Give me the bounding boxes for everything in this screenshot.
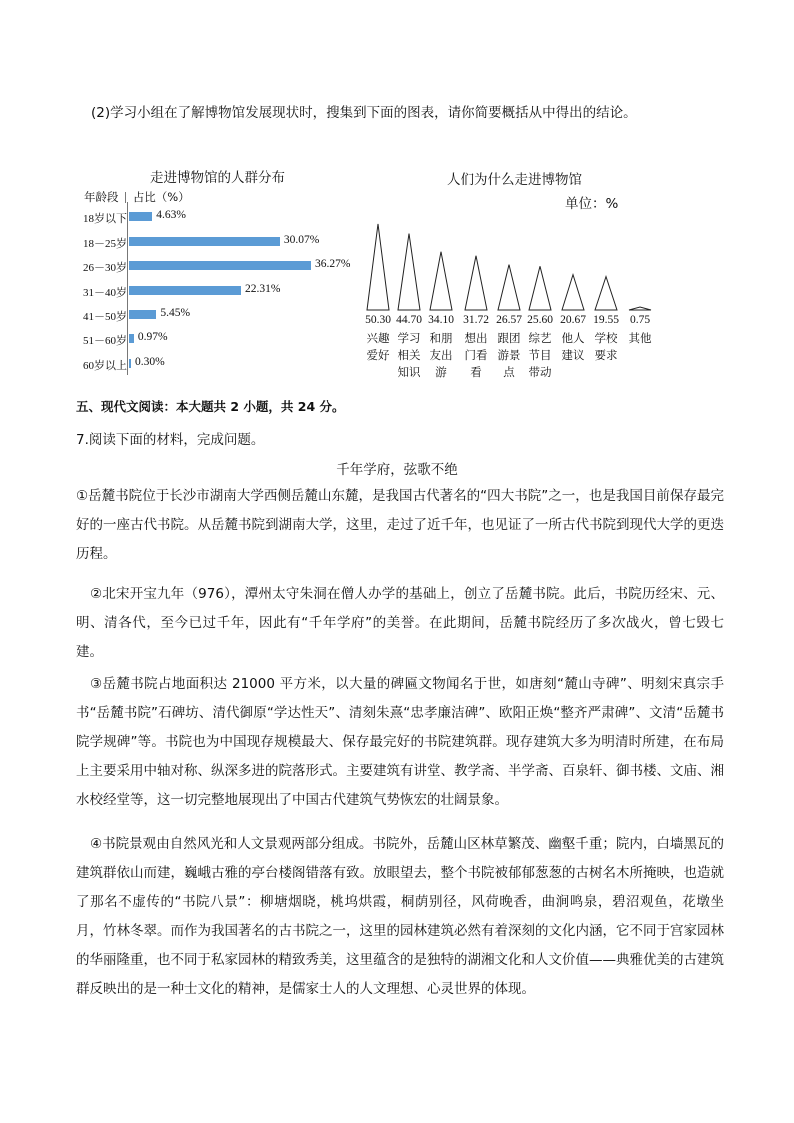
header-divider: [125, 192, 126, 203]
reason-cone: [529, 266, 551, 310]
question-intro: (2)学习小组在了解博物馆发展现状时，搜集到下面的图表，请你简要概括从中得出的结论。: [91, 105, 637, 121]
reason-value-label: 19.55: [593, 314, 619, 326]
paragraph-2: ②北宋开宝九年（976），潭州太守朱洞在僧人办学的基础上，创立了岳麓书院。此后，书院历经宋、元、明、清各代，至今已过千年，因此有“千年学府”的美誉。在此期间，岳麓书院经历了多次战火，曾七毁七建。: [76, 586, 724, 660]
reason-cone: [430, 252, 452, 310]
reason-value-label: 44.70: [396, 314, 422, 326]
age-bar-value-label: 5.45%: [160, 307, 191, 319]
reason-value-label: 34.10: [428, 314, 454, 326]
reason-category-label: 综艺 节目 带动: [528, 331, 552, 379]
reason-category-label: 学校 要求: [594, 331, 618, 362]
reason-cone: [595, 277, 617, 310]
age-bar-value-label: 0.30%: [135, 356, 165, 368]
paragraph-3: ③岳麓书院占地面积达 21000 平方米，以大量的碑匾文物闻名于世，如唐刻“麓山寺碑”、明刻宋真宗手书“岳麓书院”石碑坊、清代御原“学达性天”、清刻朱熹“忠孝廉洁碑”、欧阳正焕“整齐严肃碑”、文清“岳麓书院学规碑”等。书院也为中国现存规模最大、保存最完好的书院建筑群。现存建筑大多为明清时所建，在布局上主要采用中轴对称、纵深多进的院落形式。主要建筑有讲堂、教学斋、半学斋、百泉轩、御书楼、文庙、湘水校经堂等，这一切完整地展现出了中国古代建筑气势恢宏的壮阔景象。: [76, 676, 724, 808]
reason-cone: [498, 265, 520, 310]
age-category-label: 18岁以下: [83, 213, 127, 225]
reason-chart-unit: 单位：%: [565, 196, 619, 212]
reason-cone: [398, 234, 420, 310]
reason-category-label: 兴趣 爱好: [366, 331, 390, 362]
age-bar-value-label: 36.27%: [315, 258, 351, 270]
age-chart-header-value: 占比（%）: [132, 190, 190, 204]
reason-value-label: 50.30: [365, 314, 391, 326]
age-bar: [129, 310, 156, 319]
age-bar: [129, 237, 280, 246]
age-chart-header-category: 年龄段: [84, 190, 119, 204]
reason-category-label: 学习 相关 知识: [397, 331, 421, 379]
reason-chart-plot: [360, 215, 660, 315]
age-category-label: 60岁以上: [83, 360, 127, 372]
age-bar: [129, 212, 152, 221]
age-bar: [129, 286, 241, 295]
age-category-label: 31－40岁: [83, 287, 127, 299]
paragraph-1: ①岳麓书院位于长沙市湖南大学西侧岳麓山东麓，是我国古代著名的“四大书院”之一，也是我国目前保存最完好的一座古代书院。从岳麓书院到湖南大学，这里，走过了近千年，也见证了一所古代书院到现代大学的更迭历程。: [76, 488, 724, 562]
age-chart-title: 走进博物馆的人群分布: [150, 170, 285, 186]
reason-cone: [465, 256, 487, 310]
age-chart-axis: [127, 202, 128, 375]
reason-chart-title: 人们为什么走进博物馆: [447, 172, 582, 188]
age-bar-value-label: 0.97%: [137, 331, 168, 343]
age-category-label: 51－60岁: [83, 335, 127, 347]
age-category-label: 41－50岁: [83, 311, 127, 323]
age-bar: [129, 261, 311, 270]
age-category-label: 18－25岁: [83, 238, 127, 250]
question-7: 7.阅读下面的材料，完成问题。: [76, 432, 265, 448]
reason-category-label: 其他: [628, 331, 652, 345]
reason-value-label: 26.57: [496, 314, 522, 326]
paragraph-4: ④书院景观由自然风光和人文景观两部分组成。书院外，岳麓山区林草繁茂、幽壑千重；院内，白墙黑瓦的建筑群依山而建，巍峨古雅的亭台楼阁错落有致。放眼望去，整个书院被郁郁葱葱的古树名木所掩映，也造就了那名不虚传的“书院八景”：柳塘烟晓，桃坞烘霞，桐荫别径，风荷晚香，曲涧鸣泉，碧沼观鱼，花墩坐月，竹林冬翠。而作为我国著名的古书院之一，这里的园林建筑必然有着深刻的文化内涵，它不同于宫家园林的华丽隆重，也不同于私家园林的精致秀美，这里蕴含的是独特的湖湘文化和人文价值——典雅优美的古建筑群反映出的是一种士文化的精神，是儒家士人的人文理想、心灵世界的体现。: [76, 836, 724, 997]
reason-category-label: 跟团 游景 点: [497, 331, 521, 379]
age-bar-value-label: 30.07%: [283, 234, 320, 246]
age-bar-value-label: 22.31%: [244, 283, 281, 295]
reason-category-label: 和朋 友出 游: [429, 331, 453, 379]
reason-value-label: 20.67: [560, 314, 586, 326]
reason-cone: [562, 275, 584, 310]
age-bar-value-label: 4.63%: [156, 209, 186, 221]
age-category-label: 26－30岁: [83, 262, 127, 274]
reason-cone: [367, 224, 389, 310]
reason-value-label: 31.72: [463, 314, 489, 326]
reason-value-label: 0.75: [629, 314, 651, 326]
article-title: 千年学府，弦歌不绝: [336, 462, 458, 478]
age-bar: [129, 334, 134, 343]
reason-cone: [629, 307, 651, 310]
reason-value-label: 25.60: [527, 314, 553, 326]
reason-category-label: 想出 门看 看: [464, 331, 488, 379]
reason-category-label: 他人 建议: [561, 331, 585, 362]
section-heading: 五、现代文阅读：本大题共 2 小题，共 24 分。: [76, 399, 345, 414]
age-bar: [129, 359, 131, 368]
age-chart-header: [84, 189, 190, 205]
